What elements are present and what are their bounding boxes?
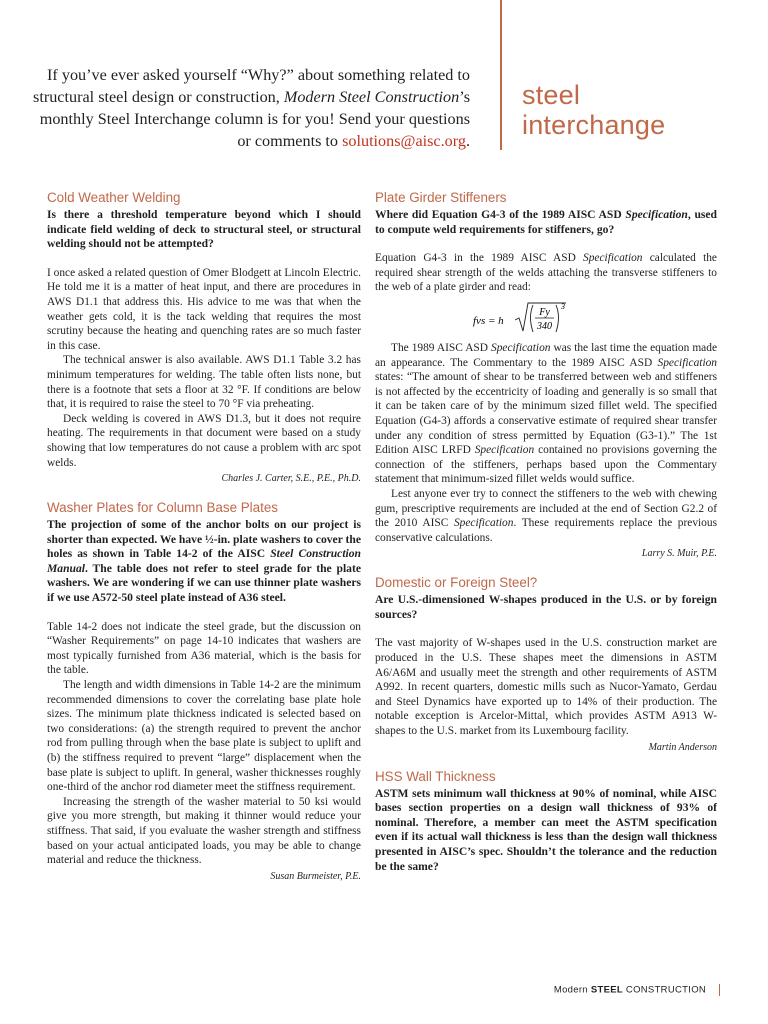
column-title bbox=[522, 80, 665, 140]
question-text: . The table does not refer to steel grade for the plate washers. We are wondering if we can use thinner plate washers if we use A572-50 steel plate instead of A36 steel. bbox=[47, 561, 361, 605]
spec-title: Specification bbox=[453, 517, 514, 530]
intro-paragraph bbox=[30, 64, 470, 152]
header-divider-line bbox=[500, 0, 502, 150]
text-run: calculated the required shear strength of the welds attaching the transverse stiffeners to the web of a plate girder and read: bbox=[375, 252, 717, 294]
answer-paragraph: Deck welding is covered in AWS D1.3, but it does not require heating. The requirements in that document were based on a study showing that low temperatures do not cause a problem with arc spot welds. bbox=[47, 412, 361, 469]
answer-paragraph: I once asked a related question of Omer Blodgett at Lincoln Electric. He told me it is a matter of heat input, and there are procedures in AWS D1.1 that address this. His advice to me was that when the weather gets cold, it is the tack welding that requires the most scrutiny because the heating and quenching rates are so much faster in this case. bbox=[47, 266, 361, 352]
section-cold-weather-welding bbox=[47, 190, 361, 486]
author-signature: Larry S. Muir, P.E. bbox=[641, 548, 717, 560]
footer-divider bbox=[719, 984, 720, 996]
footer-construction: CONSTRUCTION bbox=[625, 984, 707, 996]
equation-denominator: 340 bbox=[537, 320, 552, 332]
section-heading: Plate Girder Stiffeners bbox=[375, 190, 507, 205]
question: Are U.S.-dimensioned W-shapes produced in the U.S. or by foreign sources? bbox=[375, 593, 717, 621]
equation-lhs: fvs = h bbox=[473, 314, 504, 327]
answer-paragraph bbox=[375, 341, 717, 487]
question bbox=[375, 208, 717, 237]
question-text: Where did Equation G4-3 of the 1989 AISC ASD bbox=[375, 208, 626, 221]
text-run: The 1989 AISC ASD bbox=[391, 341, 491, 354]
section-plate-girder-stiffeners bbox=[375, 190, 717, 561]
question-text: The projection of some of the anchor bolts on our project is shorter than expected. We have ½-in. plate washers to cover the holes as shown in Table 14-2 of the AISC bbox=[47, 518, 361, 561]
section-washer-plates bbox=[47, 500, 361, 884]
section-hss-wall-thickness bbox=[375, 769, 717, 875]
footer-steel: STEEL bbox=[590, 984, 623, 996]
spec-title: Specification bbox=[657, 356, 717, 369]
left-column bbox=[47, 190, 361, 898]
email-link[interactable]: solutions@aisc.org bbox=[342, 132, 466, 150]
right-paren bbox=[556, 305, 559, 332]
spec-title: Specification bbox=[625, 208, 688, 221]
answer-paragraph: The vast majority of W-shapes used in the U.S. construction market are produced in the U.S. These shapes meet the dimensions in ASTM A6/A6M and usually meet the strength and other requirements of ASTM A992. In recent quarters, domestic mills such as Nucor-Yamato, Gerdau and Steel Dynamics have exported up to 14% of their production. The notable exception is Arcelor-Mittal, which provides ASTM A913 W-shapes to the U.S. market from its Luxembourg facility. bbox=[375, 637, 717, 738]
column-title-line1: steel bbox=[522, 80, 581, 110]
equation-numerator: Fy bbox=[539, 306, 550, 318]
section-heading: Washer Plates for Column Base Plates bbox=[47, 500, 278, 516]
left-paren bbox=[531, 305, 534, 332]
text-run: Equation G4-3 in the 1989 AISC ASD bbox=[375, 252, 584, 265]
spec-title: Specification bbox=[583, 252, 643, 265]
answer-paragraph: The length and width dimensions in Table 14-2 are the minimum recommended dimensions to cover the correlating base plate hole sizes. The minimum plate thickness indicated is selected based on two considerations: (a) the strength required to prevent the anchor rod from pulling through when the base plate is subject to uplift and (b) the stiffness required to prevent “large” displacement when the base plate is subject to uplift. In general, washer thicknesses roughly one-third of the anchor rod diameter meet the stiffness requirement. bbox=[47, 679, 361, 794]
intro-text-2: ’s monthly Steel Interchange column is for you! Send your questions or comments to bbox=[39, 88, 470, 150]
answer-paragraph: Table 14-2 does not indicate the steel grade, but the discussion on “Washer Requirements” on page 14-10 indicates that washers are most typically furnished from A36 material, which is the basis for the table. bbox=[47, 620, 361, 677]
magazine-name: Modern Steel Construction bbox=[283, 88, 460, 106]
text-run: Lest anyone ever try to connect the stiffeners to the web with chewing gum, prescriptive requirements are included at the end of Section G2.2 of the 2010 AISC bbox=[375, 487, 717, 530]
intro-text-1: If you’ve ever asked yourself “Why?” about something related to structural steel design or construction, bbox=[33, 66, 470, 106]
author-signature: Martin Anderson bbox=[648, 741, 717, 753]
author-signature: Susan Burmeister, P.E. bbox=[270, 870, 361, 882]
answer-paragraph bbox=[375, 251, 717, 295]
manual-title: Steel Construction Manual bbox=[47, 547, 362, 575]
spec-title: Specification bbox=[491, 341, 551, 354]
answer-paragraph: The technical answer is also available. AWS D1.1 Table 3.2 has minimum temperatures for welding. The table often lists none, but there is a footnote that sets a floor at 32 °F. If conditions are below that, it is required to raise the steel to 70 °F via preheating. bbox=[47, 354, 361, 411]
section-heading: HSS Wall Thickness bbox=[375, 768, 496, 784]
right-column bbox=[375, 190, 717, 888]
spec-title: Specification bbox=[474, 444, 535, 457]
section-heading: Cold Weather Welding bbox=[47, 190, 181, 205]
question bbox=[47, 518, 361, 606]
equation-exponent: 3 bbox=[561, 301, 565, 311]
answer-paragraph: Increasing the strength of the washer material to 50 ksi would give you more strength, but making it thinner would reduce your stiffness. That said, if you evaluate the washer strength and stiffness based on your actual anticipated loads, you may be able to change material and reduce the thickness. bbox=[47, 795, 361, 867]
question-text: , used to compute weld requirements for stiffeners, go? bbox=[375, 208, 717, 236]
answer-paragraph bbox=[375, 487, 717, 545]
text-run: . These requirements replace the previous conservative calculations. bbox=[375, 517, 717, 544]
text-run: contained no provisions governing the connection of the stiffeners, perhaps based upon the Commentary statement that minimum-sized fillet welds would suffice. bbox=[375, 444, 717, 486]
section-heading: Domestic or Foreign Steel? bbox=[375, 575, 538, 591]
page-footer bbox=[554, 984, 720, 996]
footer-modern: Modern bbox=[553, 984, 588, 996]
equation-graphic bbox=[471, 301, 641, 337]
question: ASTM sets minimum wall thickness at 90% of nominal, while AISC bases section properties on a design wall thickness of 93% of nominal. Therefore, a member can meet the ASTM specification even if its actual wall thickness is less than the design wall thickness presented in AISC’s spec. Shouldn’t the tolerance and the reduction be the same? bbox=[375, 786, 717, 873]
question: Is there a threshold temperature beyond which I should indicate field welding of deck to structural steel, or structural welding should not be attempted? bbox=[47, 208, 361, 251]
equation-g4-3 bbox=[375, 301, 717, 337]
text-run: states: “The amount of shear to be transferred between web and stiffeners is not affected by the eccentricity of loading and generally is so small that it can be taken care of by the minimum sized fillet weld. The specified Equation (G4-3) affords a conservative estimate of required shear transfer under any condition of stress permitted by Equation (G3-1).” The 1st Edition AISC LRFD bbox=[375, 371, 717, 457]
text-run: was the last time the equation made an appearance. The Commentary to the 1989 AISC ASD bbox=[375, 341, 717, 369]
intro-text-3: . bbox=[465, 132, 470, 150]
author-signature: Charles J. Carter, S.E., P.E., Ph.D. bbox=[221, 473, 361, 485]
column-title-line2: interchange bbox=[522, 110, 666, 140]
section-domestic-foreign-steel bbox=[375, 575, 717, 754]
